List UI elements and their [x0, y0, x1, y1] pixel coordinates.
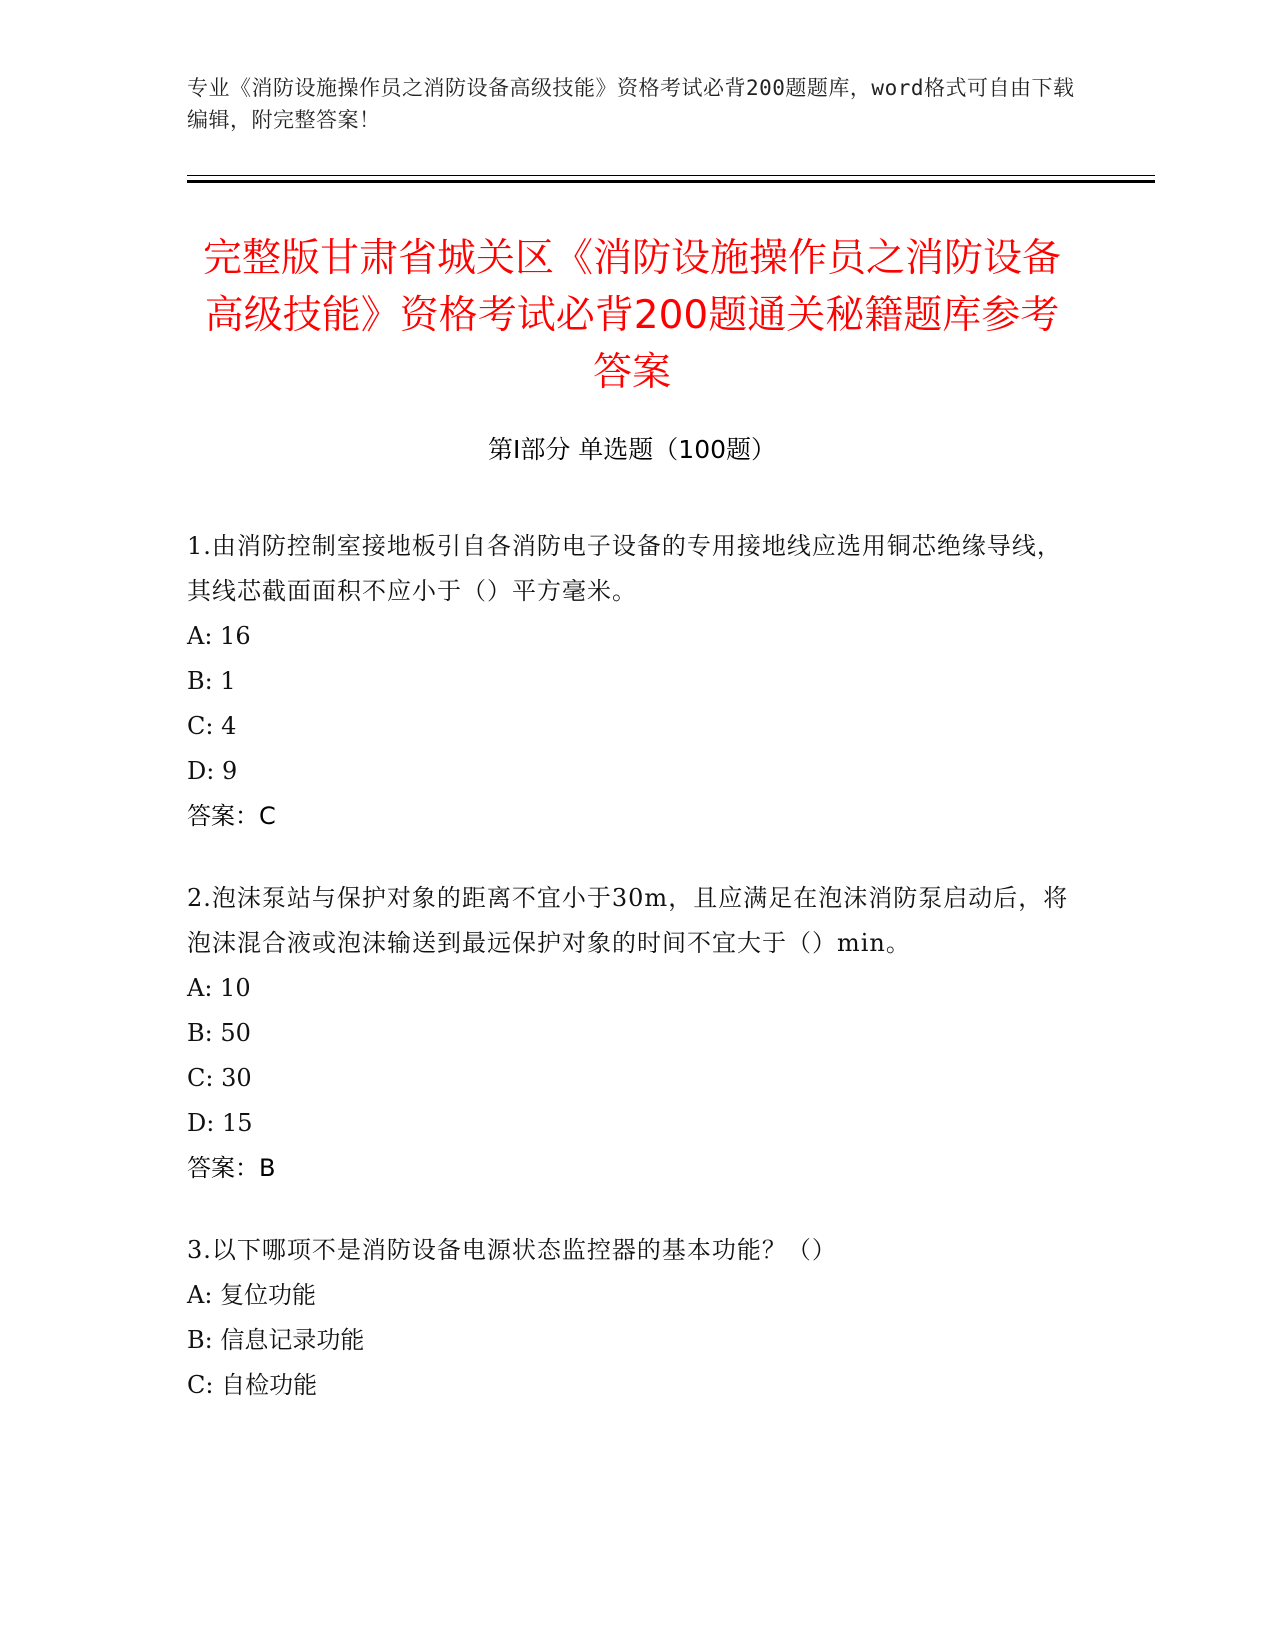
question-stem: 3.以下哪项不是消防设备电源状态监控器的基本功能？（） — [187, 1236, 837, 1264]
header-note: 专业《消防设施操作员之消防设备高级技能》资格考试必背200题题库，word格式可自由下载编辑，附完整答案！ — [187, 76, 1075, 132]
header-divider-thick — [187, 180, 1155, 183]
header-divider-thin — [187, 175, 1155, 176]
question-list — [187, 524, 1077, 1445]
option-d: D: 9 — [187, 757, 238, 785]
option-a: A: 复位功能 — [187, 1281, 317, 1309]
section-heading: 第Ⅰ部分 单选题（100题） — [487, 435, 777, 464]
question-1 — [187, 524, 1077, 839]
question-stem: 1.由消防控制室接地板引自各消防电子设备的专用接地线应选用铜芯绝缘导线，其线芯截面面积不应小于（）平方毫米。 — [187, 532, 1062, 605]
question-stem: 2.泡沫泵站与保护对象的距离不宜小于30m，且应满足在泡沫消防泵启动后，将泡沫混合液或泡沫输送到最远保护对象的时间不宜大于（）min。 — [187, 884, 1069, 957]
option-d: D: 15 — [187, 1109, 253, 1137]
option-b: B: 信息记录功能 — [187, 1326, 365, 1354]
question-3 — [187, 1228, 1077, 1408]
question-2 — [187, 876, 1077, 1191]
option-a: A: 16 — [187, 622, 251, 650]
option-c: C: 4 — [187, 712, 237, 740]
option-c: C: 30 — [187, 1064, 252, 1092]
option-c: C: 自检功能 — [187, 1371, 318, 1399]
option-b: B: 1 — [187, 667, 236, 695]
answer-text: 答案：B — [187, 1154, 276, 1182]
answer-text: 答案：C — [187, 802, 276, 830]
document-title: 完整版甘肃省城关区《消防设施操作员之消防设备高级技能》资格考试必背200题通关秘籍题库参考答案 — [202, 236, 1061, 395]
option-b: B: 50 — [187, 1019, 251, 1047]
option-a: A: 10 — [187, 974, 251, 1002]
